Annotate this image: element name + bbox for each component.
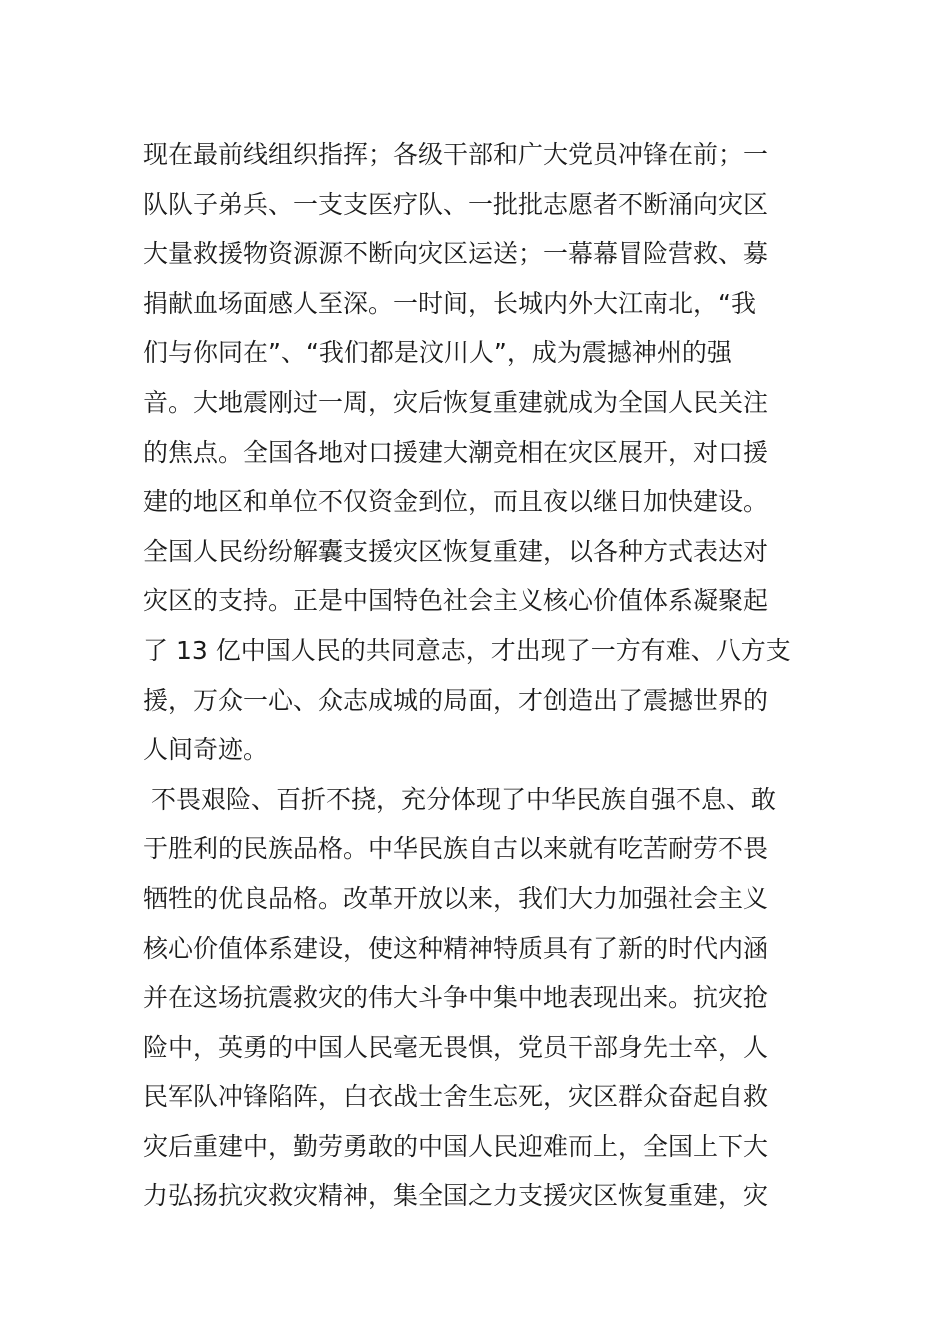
text-line: 灾区的支持。正是中国特色社会主义核心价值体系凝聚起 xyxy=(143,586,769,616)
text-line: 们与你同在”、“我们都是汶川人”，成为震撼神州的强 xyxy=(143,338,732,368)
text-line: 核心价值体系建设，使这种精神特质具有了新的时代内涵 xyxy=(143,933,769,963)
body-text xyxy=(143,130,843,1221)
text-line: 于胜利的民族品格。中华民族自古以来就有吃苦耐劳不畏 xyxy=(143,834,769,864)
text-line: 音。大地震刚过一周，灾后恢复重建就成为全国人民关注 xyxy=(143,387,769,417)
text-line: 灾后重建中，勤劳勇敢的中国人民迎难而上，全国上下大 xyxy=(143,1131,769,1161)
text-line: 民军队冲锋陷阵，白衣战士舍生忘死，灾区群众奋起自救 xyxy=(143,1082,769,1112)
text-line: 力弘扬抗灾救灾精神，集全国之力支援灾区恢复重建，灾 xyxy=(143,1181,769,1211)
text-line: 队队子弟兵、一支支医疗队、一批批志愿者不断涌向灾区 xyxy=(143,189,769,219)
text-line: 现在最前线组织指挥；各级干部和广大党员冲锋在前；一 xyxy=(143,140,769,169)
text-line: 牺牲的优良品格。改革开放以来，我们大力加强社会主义 xyxy=(143,883,769,913)
text-line: 捐献血场面感人至深。一时间，长城内外大江南北，“我 xyxy=(143,288,756,318)
text-line: 了 13 亿中国人民的共同意志，才出现了一方有难、八方支 xyxy=(143,635,791,665)
text-line: 援，万众一心、众志成城的局面，才创造出了震撼世界的 xyxy=(143,685,769,715)
text-line: 建的地区和单位不仅资金到位，而且夜以继日加快建设。 xyxy=(143,487,769,517)
text-line: 人间奇迹。 xyxy=(143,735,269,765)
text-line: 全国人民纷纷解囊支援灾区恢复重建，以各种方式表达对 xyxy=(143,536,769,566)
text-line: 不畏艰险、百折不挠，充分体现了中华民族自强不息、敢 xyxy=(143,784,776,814)
text-line: 的焦点。全国各地对口援建大潮竞相在灾区展开，对口援 xyxy=(143,437,769,467)
text-line: 大量救援物资源源不断向灾区运送；一幕幕冒险营救、募 xyxy=(143,239,769,269)
text-line: 险中，英勇的中国人民毫无畏惧，党员干部身先士卒，人 xyxy=(143,1032,769,1062)
text-line: 并在这场抗震救灾的伟大斗争中集中地表现出来。抗灾抢 xyxy=(143,983,769,1013)
